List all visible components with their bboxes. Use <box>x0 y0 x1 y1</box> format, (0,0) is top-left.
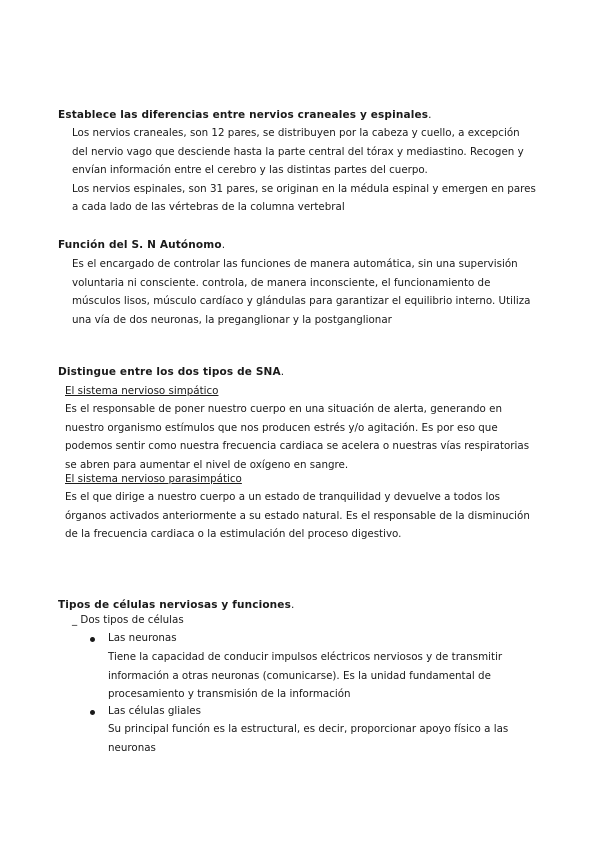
text-line: Tiene la capacidad de conducir impulsos eléctricos nerviosos y de transmitir <box>108 651 503 663</box>
text-line: una vía de dos neuronas, la preganglionar y la postganglionar <box>72 313 392 326</box>
paragraph-sympathetic <box>65 400 529 474</box>
section-heading-cranial-spinal: Establece las diferencias entre nervios craneales y espinales. <box>58 109 432 121</box>
text-line: Los nervios craneales, son 12 pares, se distribuyen por la cabeza y cuello, a excepción <box>72 127 520 139</box>
text-line: músculos lisos, músculo cardíaco y glándulas para garantizar el equilibrio interno. Utiliza <box>72 295 531 307</box>
text-line: información a otras neuronas (comunicarse). Es la unidad fundamental de <box>108 669 491 682</box>
paragraph-neurons <box>108 648 502 704</box>
section-heading-autonomic-function: Función del S. N Autónomo. <box>58 239 226 251</box>
paragraph-parasympathetic <box>65 488 530 544</box>
text-line: Los nervios espinales, son 31 pares, se originan en la médula espinal y emergen en pares <box>72 182 536 195</box>
text-line: Su principal función es la estructural, es decir, proporcionar apoyo físico a las <box>108 723 509 735</box>
text-line: envían información entre el cerebro y las distintas partes del cuerpo. <box>72 164 428 176</box>
text-line: del nervio vago que desciende hasta la parte central del tórax y mediastino. Recogen y <box>72 145 524 158</box>
text-line: procesamiento y transmisión de la información <box>108 688 351 700</box>
text-line: podemos sentir como nuestra frecuencia cardiaca se acelera o nuestras vías respiratorias <box>65 440 530 452</box>
paragraph-glial-cells <box>108 720 508 757</box>
text-line: neuronas <box>108 741 156 754</box>
text-line: voluntaria ni consciente. controla, de manera inconsciente, el funcionamiento de <box>72 276 491 289</box>
text-line: Es el responsable de poner nuestro cuerpo en una situación de alerta, generando en <box>65 403 502 415</box>
list-intro: _ Dos tipos de células <box>72 614 184 626</box>
text-line: órganos activados anteriormente a su estado natural. Es el responsable de la disminución <box>65 509 530 522</box>
text-line: Es el encargado de controlar las funciones de manera automática, sin una supervisión <box>72 258 518 270</box>
text-line: de la frecuencia cardiaca o la estimulación del proceso digestivo. <box>65 528 402 540</box>
section-heading-nerve-cells: Tipos de células nerviosas y funciones. <box>58 599 295 611</box>
subheading-parasympathetic: El sistema nervioso parasimpático <box>65 473 242 485</box>
bullet-icon <box>90 637 95 642</box>
paragraph-autonomic-function <box>72 255 530 329</box>
bullet-icon <box>90 710 95 715</box>
list-item-title-neurons: Las neuronas <box>108 632 177 644</box>
subheading-sympathetic: El sistema nervioso simpático <box>65 385 219 397</box>
text-line: a cada lado de las vértebras de la columna vertebral <box>72 201 345 213</box>
list-item-title-glial-cells: Las células gliales <box>108 705 202 717</box>
paragraph-cranial-spinal <box>72 124 536 217</box>
text-line: se abren para aumentar el nivel de oxígeno en sangre. <box>65 458 349 471</box>
text-line: nuestro organismo estímulos que nos producen estrés y/o agitación. Es por eso que <box>65 421 498 434</box>
text-line: Es el que dirige a nuestro cuerpo a un estado de tranquilidad y devuelve a todos los <box>65 491 501 503</box>
section-heading-sna-types: Distingue entre los dos tipos de SNA. <box>58 366 285 378</box>
